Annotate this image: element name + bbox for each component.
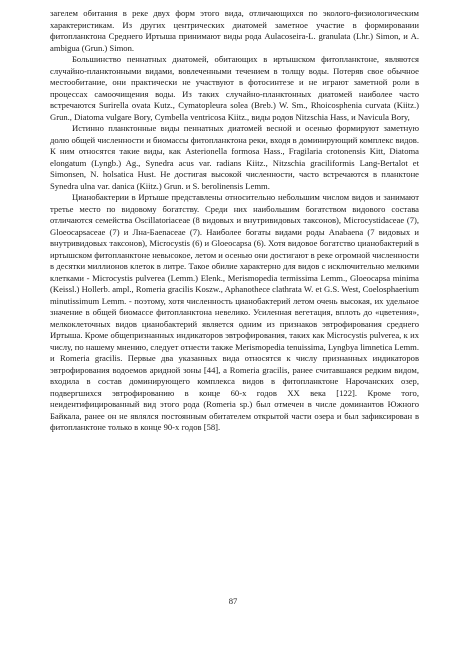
paragraph-4: Цианобактерии в Иртыше представлены относительно небольшим числом видов и занимают третье место по видовому богатству. Среди них наибольшим богатством видового состава отличаются семейства Oscillatoriaceae (8 видовых и внутривидовых таксонов), Microcystidaceae (7), Gloeocapsaceae (7) и Лна-Баenaceae (7). Наиболее богаты видами роды Anabaena (7 видовых и внутривидовых таксонов), Microcystis (6) и Gloeocapsa (6). Хотя видовое богатство цианобактерий в иртышском фитопланктоне невысокое, летом и осенью они достигают в реке огромной численности в десятки миллионов клеток в литре. Такое обилие характерно для видов с исключительно мелкими клетками - Microcystis pulverea (Lemm.) Elenk., Merismopedia termissima Lemm., Gloeocapsa minima (Keissl.) Hollerb. ampl., Romeria gracilis Koszw., Aphanothece clathrata W. et G.S. West, Coelosphaerium minutissimum Lemm. - поэтому, хотя численность цианобактерий летом очень высокая, их удельное значение в общей биомассе фитопланктона невелико. Усиленная вегетация, вплоть до «цветения», мелкоклеточных видов цианобактерий является одним из признаков эвтрофирования среднего Иртыша. Кроме общепризнанных индикаторов эвтрофирования, таких как Microcystis pulverea, к их числу, по нашему мнению, следует отнести также Merismopedia tenuissima, Lyngbya limnetica Lemm. и Romeria gracilis. Первые два указанных вида относятся к числу признанных индикаторов эвтрофирования водоемов аридной зоны [44], а Romeria gracilis, ранее считавшаяся редким видом, входила в состав доминирующего комплекса видов в фитопланктоне Нарочанских озер, подвергшихся эвтрофированию в конце 60-х годов XX века [122]. Кроме того, неидентифицированный вид этого рода (Romeria sp.) был отмечен в числе доминантов Южного Байкала, ранее он не являлся постоянным обитателем открытой части озера и был зафиксирован в фитопланктоне только в конце 90-х годов [58]. xyxy=(50,192,419,432)
paragraph-3: Истинно планктонные виды пеннатных диатомей весной и осенью формируют заметную долю общей численности и биомассы фитопланктона реки, входя в доминирующий комплекс видов. К ним относятся такие виды, как Asterionella formosa Hass., Fragilaria crotonensis Kitt, Diatoma elongatum (Lyngb.) Ag., Synedra acus var. radians Kiitz., Nitzschia graciliformis Lang-Bertalot et Simonsen, N. holsatica Hust. Не достигая высокой численности, часто встречаются в планктоне Synedra ulna var. danica (Kiitz.) Grun. и S. berolinensis Lemm. xyxy=(50,123,419,191)
body-text xyxy=(50,8,419,434)
paragraph-1: загелем обитания в реке двух форм этого вида, отличающихся по эколого-физиологическим характеристикам. Из других центрических диатомей заметное участие в формировании фитопланктона Среднего Иртыша принимают виды рода Aulacoseira-L. granulata (Lhr.) Simon, и A. ambigua (Grun.) Simon. xyxy=(50,8,419,53)
paragraph-2: Большинство пеннатных диатомей, обитающих в иртышском фитопланктоне, являются случайно-планктонными видами, вовлеченными течением в толщу воды. Потеряв свое обычное местообитание, они практически не участвуют в фотосинтезе и не играют заметной роли в процессах самоочищения воды. Из таких случайно-планктонных диатомей наиболее часто встречаются Surirella ovata Kutz., Cymatopleura solea (Breb.) W. Sm., Rhoicosphenia curvata (Kiitz.) Grun., Diatoma vulgare Bory, Cymbella ventricosa Kiitz., виды родов Nitzschia Hass, и Navicula Bory, xyxy=(50,54,419,122)
page-number: 87 xyxy=(228,596,238,606)
